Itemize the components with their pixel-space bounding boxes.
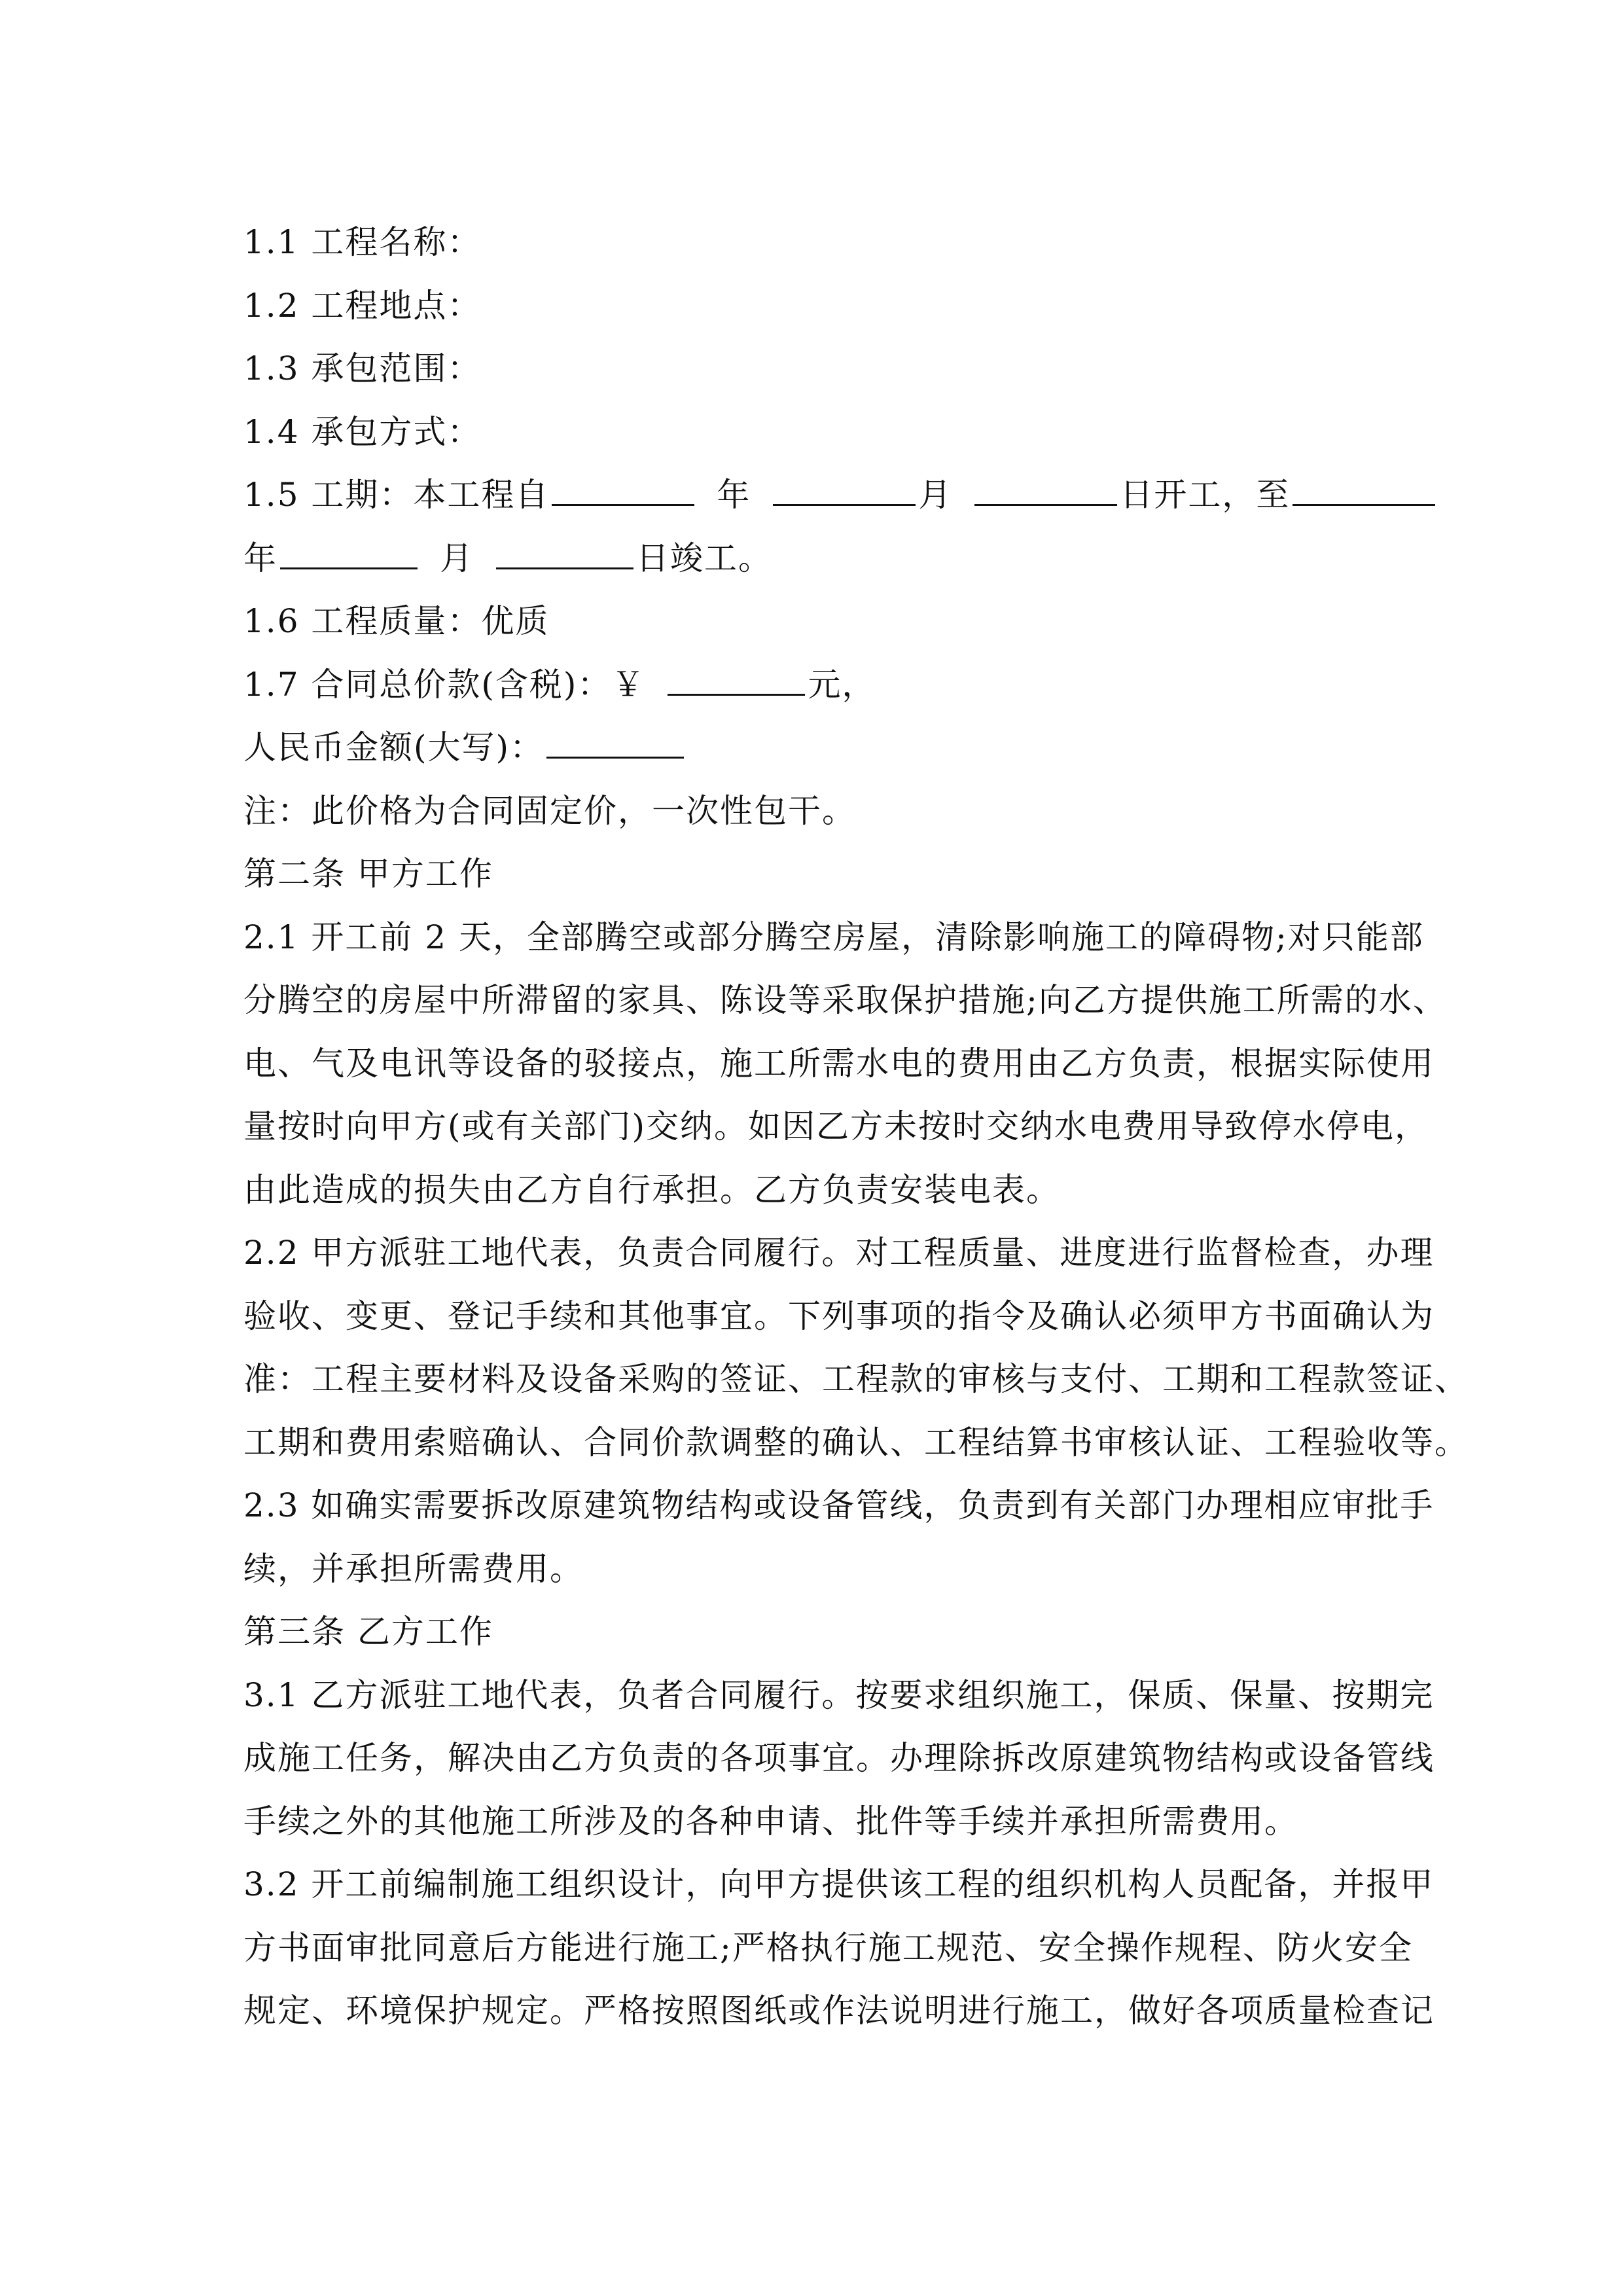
- clause-1-4: 1.4 承包方式：: [243, 412, 482, 451]
- section-2-line: 工期和费用索赔确认、合同价款调整的确认、工程结算书审核认证、工程验收等。: [243, 1423, 1469, 1462]
- clause-1-5-prefix: 1.5 工期：本工程自: [243, 476, 550, 514]
- month-label: 月: [918, 476, 953, 514]
- clause-1-3: 1.3 承包范围：: [243, 350, 482, 387]
- rmb-label: 人民币金额(大写)：: [243, 728, 544, 766]
- section-2-line: 2.3 如确实需要拆改原建筑物结构或设备管线，负责到有关部门办理相应审批手: [243, 1486, 1435, 1524]
- clause-1-2: 1.2 工程地点：: [243, 286, 482, 325]
- day-start-label: 日开工，至: [1120, 476, 1291, 514]
- section-3-line: 方书面审批同意后方能进行施工;严格执行施工规范、安全操作规程、防火安全: [243, 1928, 1413, 1967]
- section-2-line: 续，并承担所需费用。: [243, 1549, 584, 1588]
- section-3-heading: 第三条 乙方工作: [243, 1613, 493, 1651]
- section-2-line: 验收、变更、登记手续和其他事宜。下列事项的指令及确认必须甲方书面确认为: [243, 1297, 1435, 1335]
- rmb-blank[interactable]: [546, 730, 684, 759]
- section-2-line: 量按时向甲方(或有关部门)交纳。如因乙方未按时交纳水电费用导致停水停电，: [243, 1107, 1429, 1145]
- day-end-label: 日竣工。: [636, 539, 772, 577]
- price-note: 注：此价格为合同固定价，一次性包干。: [243, 791, 856, 830]
- document-page: [243, 211, 1469, 2043]
- section-3-line: 成施工任务，解决由乙方负责的各项事宜。办理除拆改原建筑物结构或设备管线: [243, 1739, 1435, 1777]
- section-2-line: 2.1 开工前 2 天，全部腾空或部分腾空房屋，清除影响施工的障碍物;对只能部: [243, 918, 1424, 956]
- section-2-heading: 第二条 甲方工作: [243, 855, 493, 893]
- rmb-amount: [243, 716, 1395, 780]
- clause-1-5: [243, 463, 1395, 527]
- clause-1-5-cont: [243, 527, 1395, 590]
- section-2-line: 准：工程主要材料及设备采购的签证、工程款的审核与支付、工期和工程款签证、: [243, 1360, 1469, 1398]
- end-day-blank[interactable]: [496, 541, 633, 569]
- section-3-line: 3.2 开工前编制施工组织设计，向甲方提供该工程的组织机构人员配备，并报甲: [243, 1865, 1435, 1903]
- section-2-line: 由此造成的损失由乙方自行承担。乙方负责安装电表。: [243, 1170, 1060, 1209]
- section-2-line: 电、气及电讯等设备的驳接点，施工所需水电的费用由乙方负责，根据实际使用: [243, 1044, 1435, 1083]
- clause-1-6: 1.6 工程质量：优质: [243, 602, 550, 640]
- clause-1-7-prefix: 1.7 合同总价款(含税)：￥: [243, 665, 646, 704]
- clause-1-1: 1.1 工程名称：: [243, 223, 482, 261]
- section-3-line: 规定、环境保护规定。严格按照图纸或作法说明进行施工，做好各项质量检查记: [243, 1992, 1435, 2030]
- month2-label: 月: [440, 539, 474, 577]
- year-label: 年: [717, 476, 751, 514]
- clause-1-7: [243, 653, 1395, 717]
- price-blank[interactable]: [668, 668, 805, 696]
- end-month-blank[interactable]: [280, 541, 418, 569]
- start-year-blank[interactable]: [552, 478, 694, 506]
- section-2-line: 分腾空的房屋中所滞留的家具、陈设等采取保护措施;向乙方提供施工所需的水、: [243, 981, 1447, 1019]
- end-year-blank[interactable]: [1293, 478, 1435, 506]
- year2-label: 年: [243, 539, 277, 577]
- clause-1-7-suffix: 元，: [808, 665, 876, 704]
- section-3-line: 3.1 乙方派驻工地代表，负者合同履行。按要求组织施工，保质、保量、按期完: [243, 1676, 1435, 1714]
- section-3-line: 手续之外的其他施工所涉及的各种申请、批件等手续并承担所需费用。: [243, 1802, 1298, 1840]
- start-month-blank[interactable]: [773, 478, 916, 506]
- start-day-blank[interactable]: [974, 478, 1117, 506]
- section-2-line: 2.2 甲方派驻工地代表，负责合同履行。对工程质量、进度进行监督检查，办理: [243, 1234, 1435, 1272]
